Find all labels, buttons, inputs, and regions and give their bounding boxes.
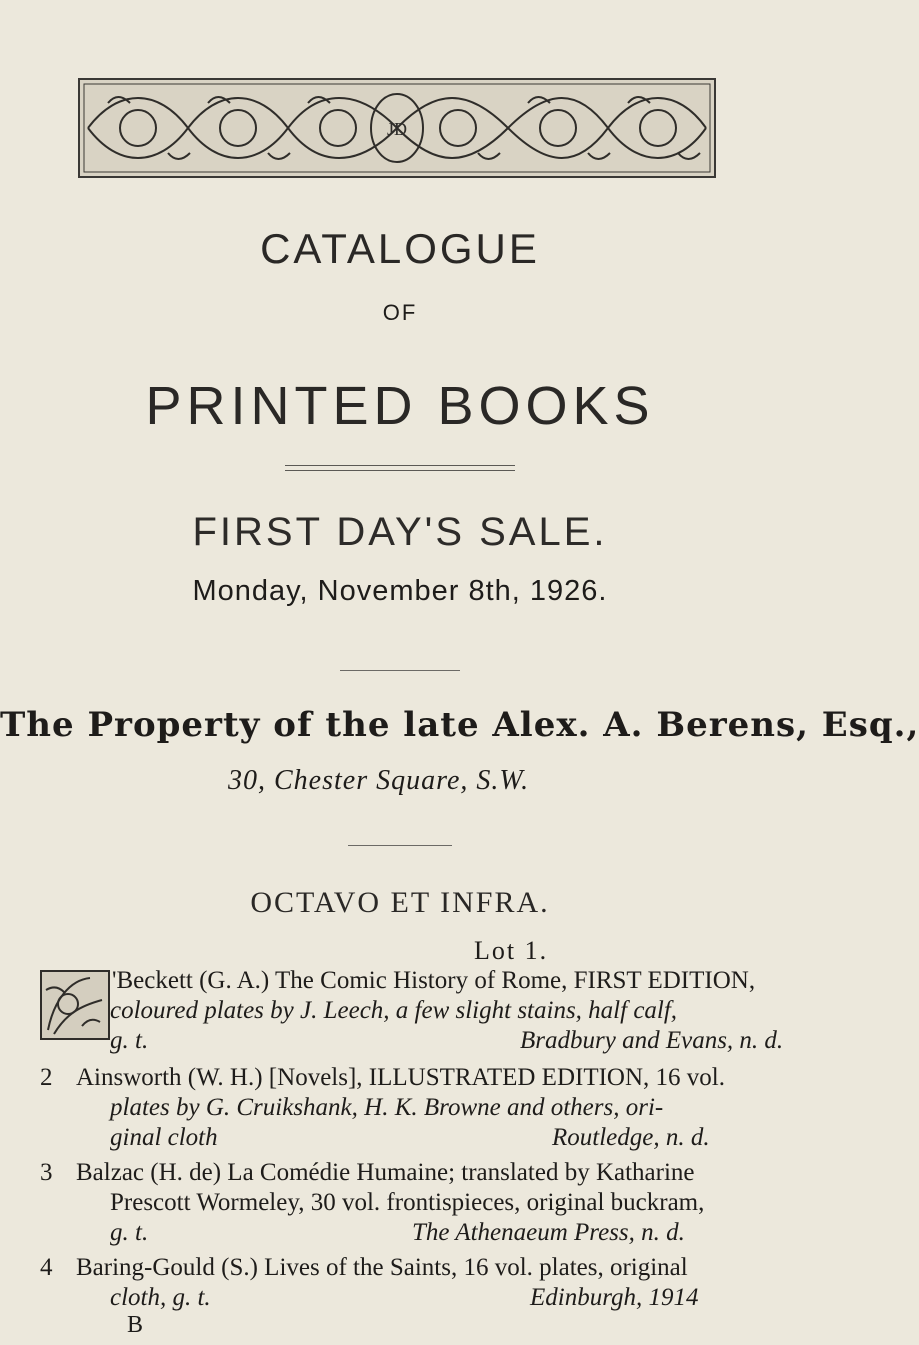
lot-line-3: g. t. <box>110 1219 149 1246</box>
lot-line-3: g. t. <box>110 1027 149 1054</box>
title-of: OF <box>382 300 418 325</box>
signature-mark: B <box>126 1312 143 1338</box>
property-address: 30, Chester Square, S.W. <box>228 765 530 796</box>
lot-line-3: ginal cloth <box>110 1124 218 1151</box>
lot-number: 3 <box>40 1159 53 1186</box>
lot-line-1: Ainsworth (W. H.) [Novels], ILLUSTRATED EDITION, 16 vol. <box>76 1064 725 1091</box>
lot-line-1: 'Beckett (G. A.) The Comic History of Rome, FIRST EDITION, <box>112 967 756 994</box>
sale-heading: FIRST DAY'S SALE. <box>192 510 608 554</box>
lot-label: Lot 1. <box>474 936 549 965</box>
section-title: OCTAVO ET INFRA. <box>250 886 550 919</box>
lot-line-1: Balzac (H. de) La Comédie Humaine; translated by Katharine <box>76 1159 695 1186</box>
lot-line-2: cloth, g. t. <box>110 1284 211 1311</box>
short-rule-divider <box>340 670 460 671</box>
lot-number: 4 <box>40 1254 53 1281</box>
lot-publisher: Bradbury and Evans, n. d. <box>520 1027 784 1054</box>
svg-text:JD: JD <box>386 119 408 139</box>
lot-line-2: plates by G. Cruikshank, H. K. Browne and others, ori- <box>110 1094 664 1121</box>
lot-publisher: Edinburgh, 1914 <box>530 1284 699 1311</box>
lot-line-2: coloured plates by J. Leech, a few slight stains, half calf, <box>110 997 678 1024</box>
catalogue-title: CATALOGUE <box>260 225 540 272</box>
sale-date: Monday, November 8th, 1926. <box>192 575 608 607</box>
ornamental-header-band <box>78 78 716 178</box>
lot-publisher: Routledge, n. d. <box>552 1124 710 1151</box>
lot-publisher: The Athenaeum Press, n. d. <box>412 1219 685 1246</box>
short-rule-divider-2 <box>348 845 452 846</box>
double-rule-divider <box>285 465 515 471</box>
lot-number: 2 <box>40 1064 53 1091</box>
lot-line-2: Prescott Wormeley, 30 vol. frontispieces, original buckram, <box>110 1189 705 1216</box>
printed-books-title: PRINTED BOOKS <box>145 376 655 436</box>
lot-line-1: Baring-Gould (S.) Lives of the Saints, 16 vol. plates, original <box>76 1254 688 1281</box>
decorative-initial-icon <box>40 970 110 1040</box>
property-owner-line: The Property of the late Alex. A. Berens, Esq., <box>0 705 919 745</box>
